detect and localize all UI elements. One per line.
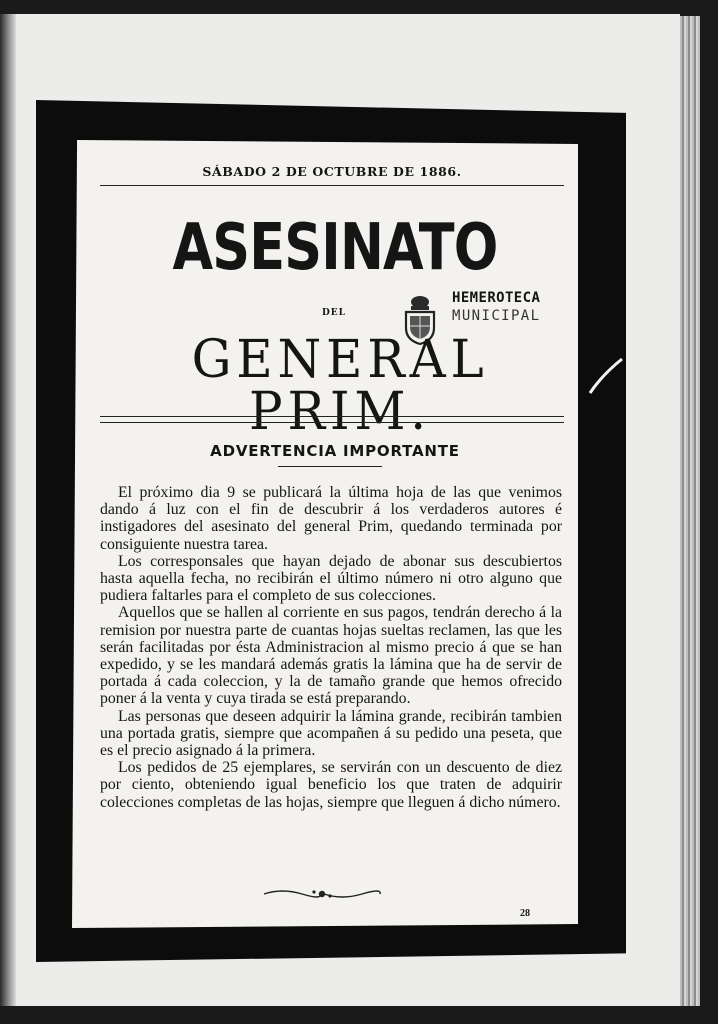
paragraph: Los corresponsales que hayan dejado de abonar sus descubiertos hasta aquella fecha, no recibirán el último número ni otro alguno que pudiera faltarles para el completo de sus colecciones. — [100, 552, 562, 605]
paragraph: El próximo dia 9 se publicará la última hoja de las que venimos dando á luz con el fin de descubrir á los verdaderos autores é instigadores del asesinato del general Prim, quedando terminada por consiguiente nuestra tarea. — [100, 484, 562, 553]
paragraph: Las personas que deseen adquirir la lámina grande, recibirán tambien una portada gratis, siempre que acompañen á su pedido una peseta, que es el precio asignado á la primera. — [100, 707, 562, 760]
notice-body — [100, 484, 562, 811]
ornament-divider-icon — [262, 886, 382, 902]
paragraph: Aquellos que se hallen al corriente en sus pagos, tendrán derecho á la remision por nuestra parte de cuantas hojas sueltas reclamen, las que les serán facilitadas por ésta Administracion al mismo precio á que se han expedido, y se les mandará además gratis la lámina que ha de servir de portada á cada coleccion, y la de tamaño grande que hemos ofrecido poner á la venta y cuya tirada se está preparando. — [100, 604, 562, 708]
title-subject: GENERAL PRIM. — [191, 330, 489, 442]
title-main: ASESINATO — [172, 211, 498, 285]
date-line: SÁBADO 2 DE OCTUBRE DE 1886. — [100, 164, 564, 186]
section-heading: ADVERTENCIA IMPORTANTE — [210, 442, 460, 460]
heading-underline — [278, 466, 382, 467]
book-page-edges — [680, 16, 700, 1006]
document-content — [96, 140, 574, 920]
page-number: 28 — [520, 908, 530, 919]
double-rule-divider — [100, 416, 564, 423]
stamp-line-hemeroteca: HEMEROTECA — [452, 290, 541, 306]
paragraph: Los pedidos de 25 ejemplares, se servirán con un descuento de diez por ciento, obteniendo igual beneficio los que traten de adquirir colecciones completas de las hojas, siempre que lleguen á dicho número. — [100, 759, 562, 811]
left-page-edge — [0, 14, 16, 1006]
stamp-line-municipal: MUNICIPAL — [452, 308, 541, 324]
title-connector: DEL — [322, 308, 346, 318]
paper-crease-mark — [588, 355, 624, 395]
